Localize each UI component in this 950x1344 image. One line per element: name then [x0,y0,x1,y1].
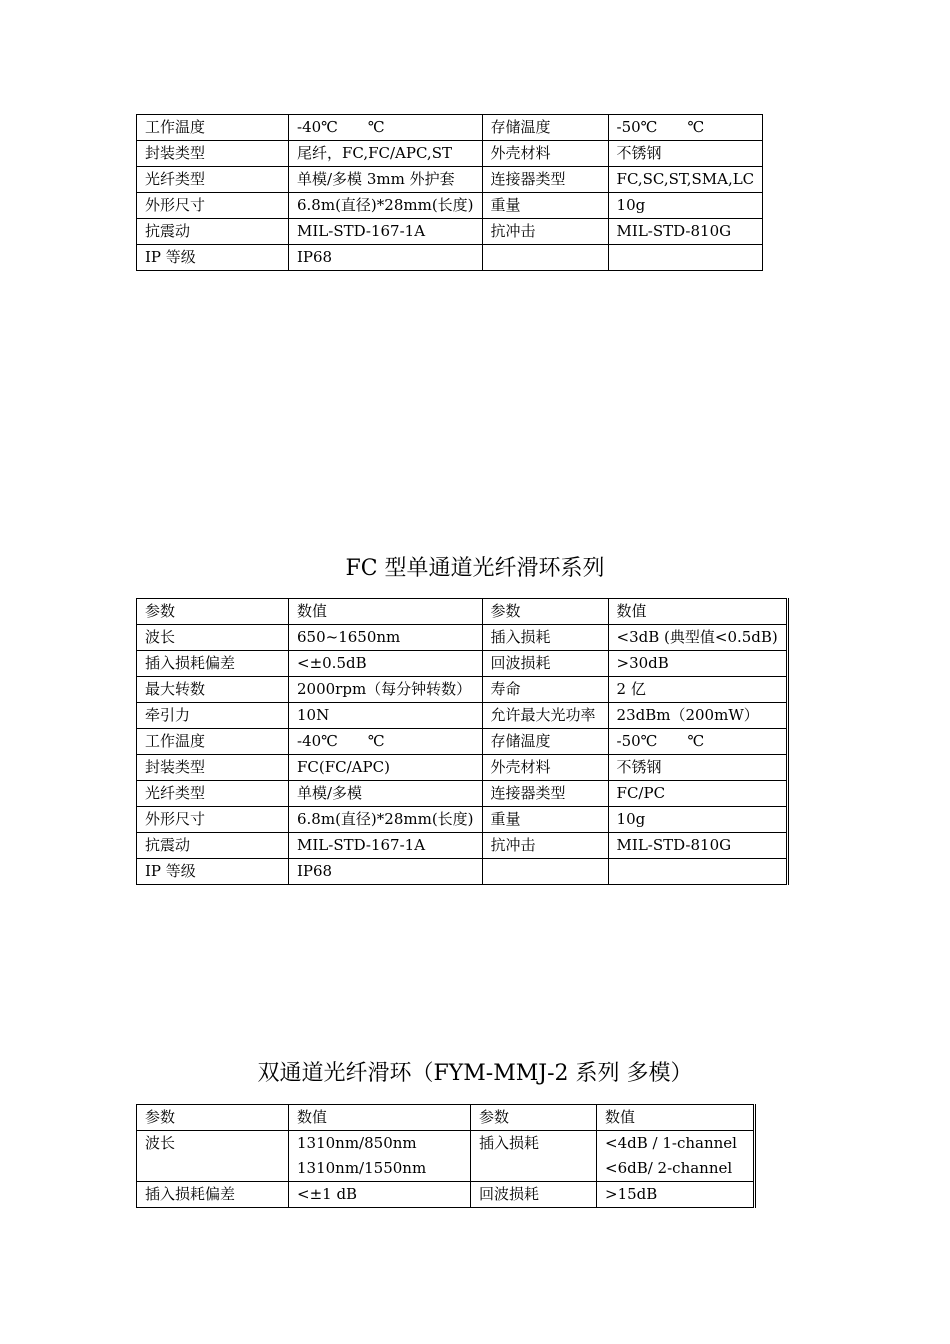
table-row [137,859,788,885]
cell-line: 1310nm/1550nm [297,1159,427,1177]
table-cell: 波长 [137,625,289,651]
table-header-row [137,599,788,625]
table-cell: <±0.5dB [289,651,483,677]
table-cell [597,1131,755,1182]
table-row [137,755,788,781]
table-cell: 存储温度 [482,115,608,141]
table-cell: MIL-STD-810G [608,219,763,245]
table-row [137,833,788,859]
header-cell: 参数 [137,1105,289,1131]
table-cell: 光纤类型 [137,167,289,193]
table-cell: -50℃ ℃ [608,729,787,755]
table-cell: 抗震动 [137,219,289,245]
header-cell: 参数 [471,1105,597,1131]
table-cell: IP68 [289,245,483,271]
spec-table-1-body [137,115,763,271]
table-row [137,703,788,729]
spec-table-3-body [137,1105,755,1208]
table-cell: 10g [608,807,787,833]
table-cell: IP 等级 [137,859,289,885]
table-cell [482,245,608,271]
cell-line: <4dB / 1-channel [605,1134,737,1152]
spec-table-2-body [137,599,788,885]
table-cell: -40℃ ℃ [289,115,483,141]
table-cell: FC(FC/APC) [289,755,483,781]
table-row [137,781,788,807]
table-cell: 尾纤，FC,FC/APC,ST [289,141,483,167]
table-row [137,193,763,219]
table-cell: 允许最大光功率 [482,703,608,729]
table-row [137,167,763,193]
table-cell: 6.8m(直径)*28mm(长度) [289,193,483,219]
table-cell: IP68 [289,859,483,885]
table-cell: 牵引力 [137,703,289,729]
table-row [137,677,788,703]
table-cell: -40℃ ℃ [289,729,483,755]
table-cell: 单模/多模 [289,781,483,807]
table-cell: MIL-STD-167-1A [289,833,483,859]
table-cell: 波长 [137,1131,289,1182]
table-cell [608,245,763,271]
table-cell: FC/PC [608,781,787,807]
header-cell: 参数 [137,599,289,625]
spec-table-1 [136,114,763,271]
table-cell [608,859,787,885]
table-cell: 最大转数 [137,677,289,703]
table-row [137,115,763,141]
table-cell: 重量 [482,807,608,833]
header-cell: 参数 [482,599,608,625]
table-cell: 不锈钢 [608,141,763,167]
table-cell: 抗冲击 [482,219,608,245]
table-cell: 外形尺寸 [137,193,289,219]
table-cell: 寿命 [482,677,608,703]
table-cell: 插入损耗 [471,1131,597,1182]
table-cell: 650~1650nm [289,625,483,651]
table-cell: IP 等级 [137,245,289,271]
header-cell: 数值 [289,1105,471,1131]
section-title-dual-channel: 双通道光纤滑环（FYM-MMJ-2 系列 多模） [257,1061,693,1086]
table-cell: 抗冲击 [482,833,608,859]
header-cell: 数值 [608,599,787,625]
table-cell: >30dB [608,651,787,677]
table-cell: -50℃ ℃ [608,115,763,141]
table-cell: 工作温度 [137,115,289,141]
table-cell: 封装类型 [137,141,289,167]
table-cell: 连接器类型 [482,167,608,193]
table-cell: 2 亿 [608,677,787,703]
table-row [137,651,788,677]
table-row [137,1131,755,1182]
table-cell: 插入损耗偏差 [137,1182,289,1208]
table-cell: 10g [608,193,763,219]
table-cell: 外壳材料 [482,755,608,781]
table-cell: >15dB [597,1182,755,1208]
table-cell: 插入损耗 [482,625,608,651]
table-cell: 存储温度 [482,729,608,755]
table-cell: <±1 dB [289,1182,471,1208]
table-cell: 工作温度 [137,729,289,755]
table-cell: FC,SC,ST,SMA,LC [608,167,763,193]
table-cell: 不锈钢 [608,755,787,781]
table-cell: 23dBm（200mW） [608,703,787,729]
table-cell: 封装类型 [137,755,289,781]
spec-table-2 [136,598,789,885]
section-title-fc-single-channel: FC 型单通道光纤滑环系列 [345,556,605,581]
table-cell: MIL-STD-810G [608,833,787,859]
header-cell: 数值 [597,1105,755,1131]
table-cell: 回波损耗 [482,651,608,677]
table-row [137,245,763,271]
table-row [137,807,788,833]
table-cell: 插入损耗偏差 [137,651,289,677]
table-cell: 10N [289,703,483,729]
table-row [137,625,788,651]
table-cell: 重量 [482,193,608,219]
cell-line: 1310nm/850nm [297,1134,417,1152]
table-cell: <3dB (典型值<0.5dB) [608,625,787,651]
table-header-row [137,1105,755,1131]
table-cell: MIL-STD-167-1A [289,219,483,245]
table-cell: 连接器类型 [482,781,608,807]
table-cell: 6.8m(直径)*28mm(长度) [289,807,483,833]
table-cell: 单模/多模 3mm 外护套 [289,167,483,193]
table-row [137,219,763,245]
spec-table-3 [136,1104,756,1208]
table-cell: 抗震动 [137,833,289,859]
table-cell: 光纤类型 [137,781,289,807]
table-cell [482,859,608,885]
table-cell: 回波损耗 [471,1182,597,1208]
table-cell: 外壳材料 [482,141,608,167]
table-cell [289,1131,471,1182]
cell-line: <6dB/ 2-channel [605,1159,733,1177]
table-cell: 外形尺寸 [137,807,289,833]
table-row [137,1182,755,1208]
table-row [137,141,763,167]
table-cell: 2000rpm（每分钟转数） [289,677,483,703]
table-row [137,729,788,755]
header-cell: 数值 [289,599,483,625]
